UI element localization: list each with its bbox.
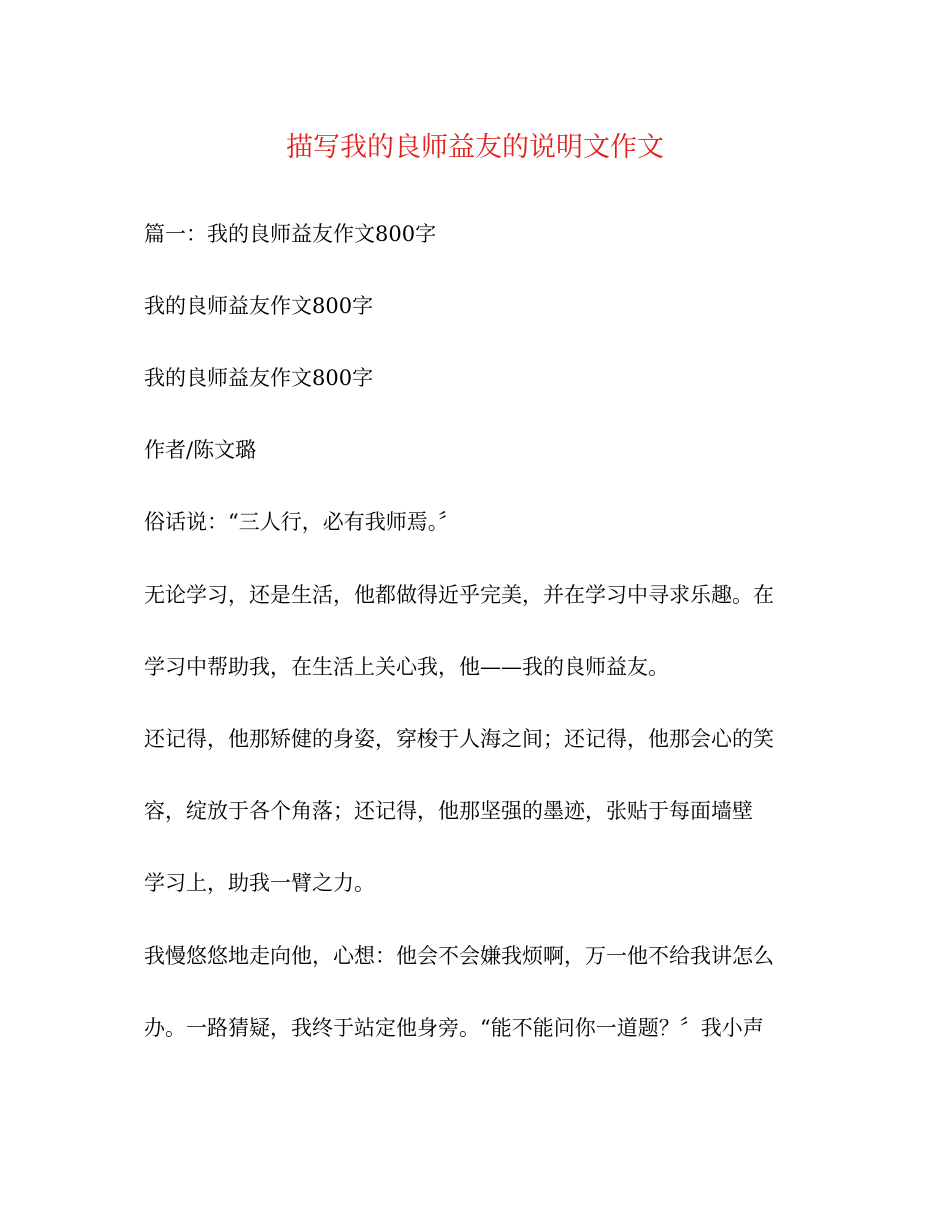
text-line: 篇一：我的良师益友作文800字 xyxy=(144,222,437,246)
document-title: 描写我的良师益友的说明文作文 xyxy=(286,132,664,163)
text-line: 容，绽放于各个角落；还记得，他那坚强的墨迹，张贴于每面墙壁 xyxy=(144,799,753,823)
text-line: 我慢悠悠地走向他，心想：他会不会嫌我烦啊，万一他不给我讲怎么 xyxy=(144,944,774,968)
text-line: 我的良师益友作文800字 xyxy=(144,294,374,318)
text-line: 俗话说：“三人行，必有我师焉。〞 xyxy=(144,510,460,534)
text-line: 作者/陈文璐 xyxy=(144,438,257,462)
text-line: 无论学习，还是生活，他都做得近乎完美，并在学习中寻求乐趣。在 xyxy=(144,583,774,607)
text-line: 学习中帮助我，在生活上关心我，他——我的良师益友。 xyxy=(144,655,669,679)
text-line: 学习上，助我一臂之力。 xyxy=(144,871,375,895)
text-line: 我的良师益友作文800字 xyxy=(144,366,374,390)
text-line: 办。一路猜疑，我终于站定他身旁。“能不能问你一道题？〞我小声 xyxy=(144,1016,764,1040)
text-line: 还记得，他那矫健的身姿，穿梭于人海之间；还记得，他那会心的笑 xyxy=(144,727,774,751)
